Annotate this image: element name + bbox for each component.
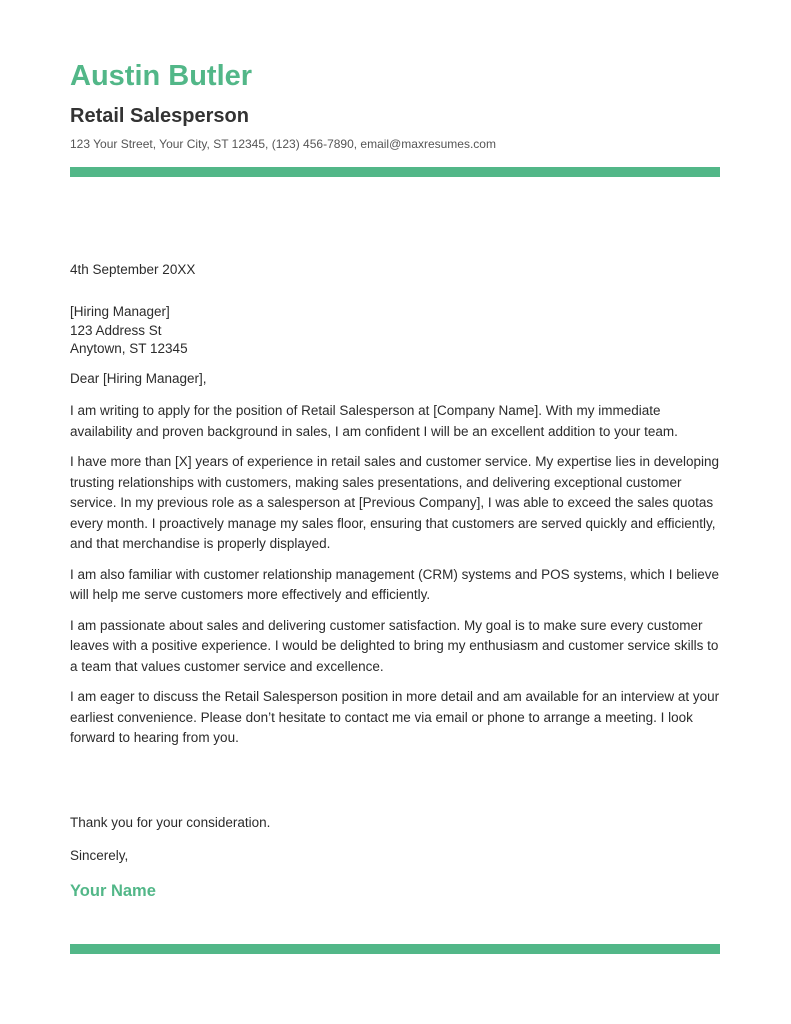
closing-line: Thank you for your consideration. [70,815,271,830]
header-divider [70,167,720,177]
body-paragraph: I have more than [X] years of experience in retail sales and customer service. My expertise lies in developing trusting relationships with customers, making sales presentations, and delivering exceptional customer service. In my previous role as a salesperson at [Previous Company], I was able to exceed the sales quotas every month. I proactively manage my sales floor, ensuring that customers are served quickly and efficiently, and that merchandise is properly displayed. [70,454,720,551]
body-paragraph: I am passionate about sales and delivering customer satisfaction. My goal is to make sure every customer leaves with a positive experience. I would be delighted to bring my enthusiasm and customer service skills to a team that values customer service and excellence. [70,617,719,674]
recipient-address-line1: 123 Address St [70,322,162,338]
letter-date: 4th September 20XX [70,262,196,277]
applicant-name: Austin Butler [70,60,253,92]
footer-divider [70,944,720,954]
recipient-name: [Hiring Manager] [70,304,170,319]
recipient-address-line2: Anytown, ST 12345 [70,341,188,356]
salutation: Dear [Hiring Manager], [70,371,207,386]
letter-body [70,401,722,759]
body-paragraph: I am writing to apply for the position of Retail Salesperson at [Company Name]. With my immediate availability and proven background in sales, I am confident I will be an excellent addition to your team. [70,403,678,439]
recipient-block [70,303,188,359]
body-paragraph: I am also familiar with customer relationship management (CRM) systems and POS systems, which I believe will help me serve customers more effectively and efficiently. [70,566,719,602]
contact-info: 123 Your Street, Your City, ST 12345, (123) 456-7890, email@maxresumes.com [70,137,496,151]
signature-name: Your Name [70,882,156,900]
body-paragraph: I am eager to discuss the Retail Salesperson position in more detail and am available for an interview at your earliest convenience. Please don’t hesitate to contact me via email or phone to arrange a meeting. I look forward to hearing from you. [70,689,720,745]
signoff: Sincerely, [70,848,129,863]
job-title: Retail Salesperson [70,105,249,127]
